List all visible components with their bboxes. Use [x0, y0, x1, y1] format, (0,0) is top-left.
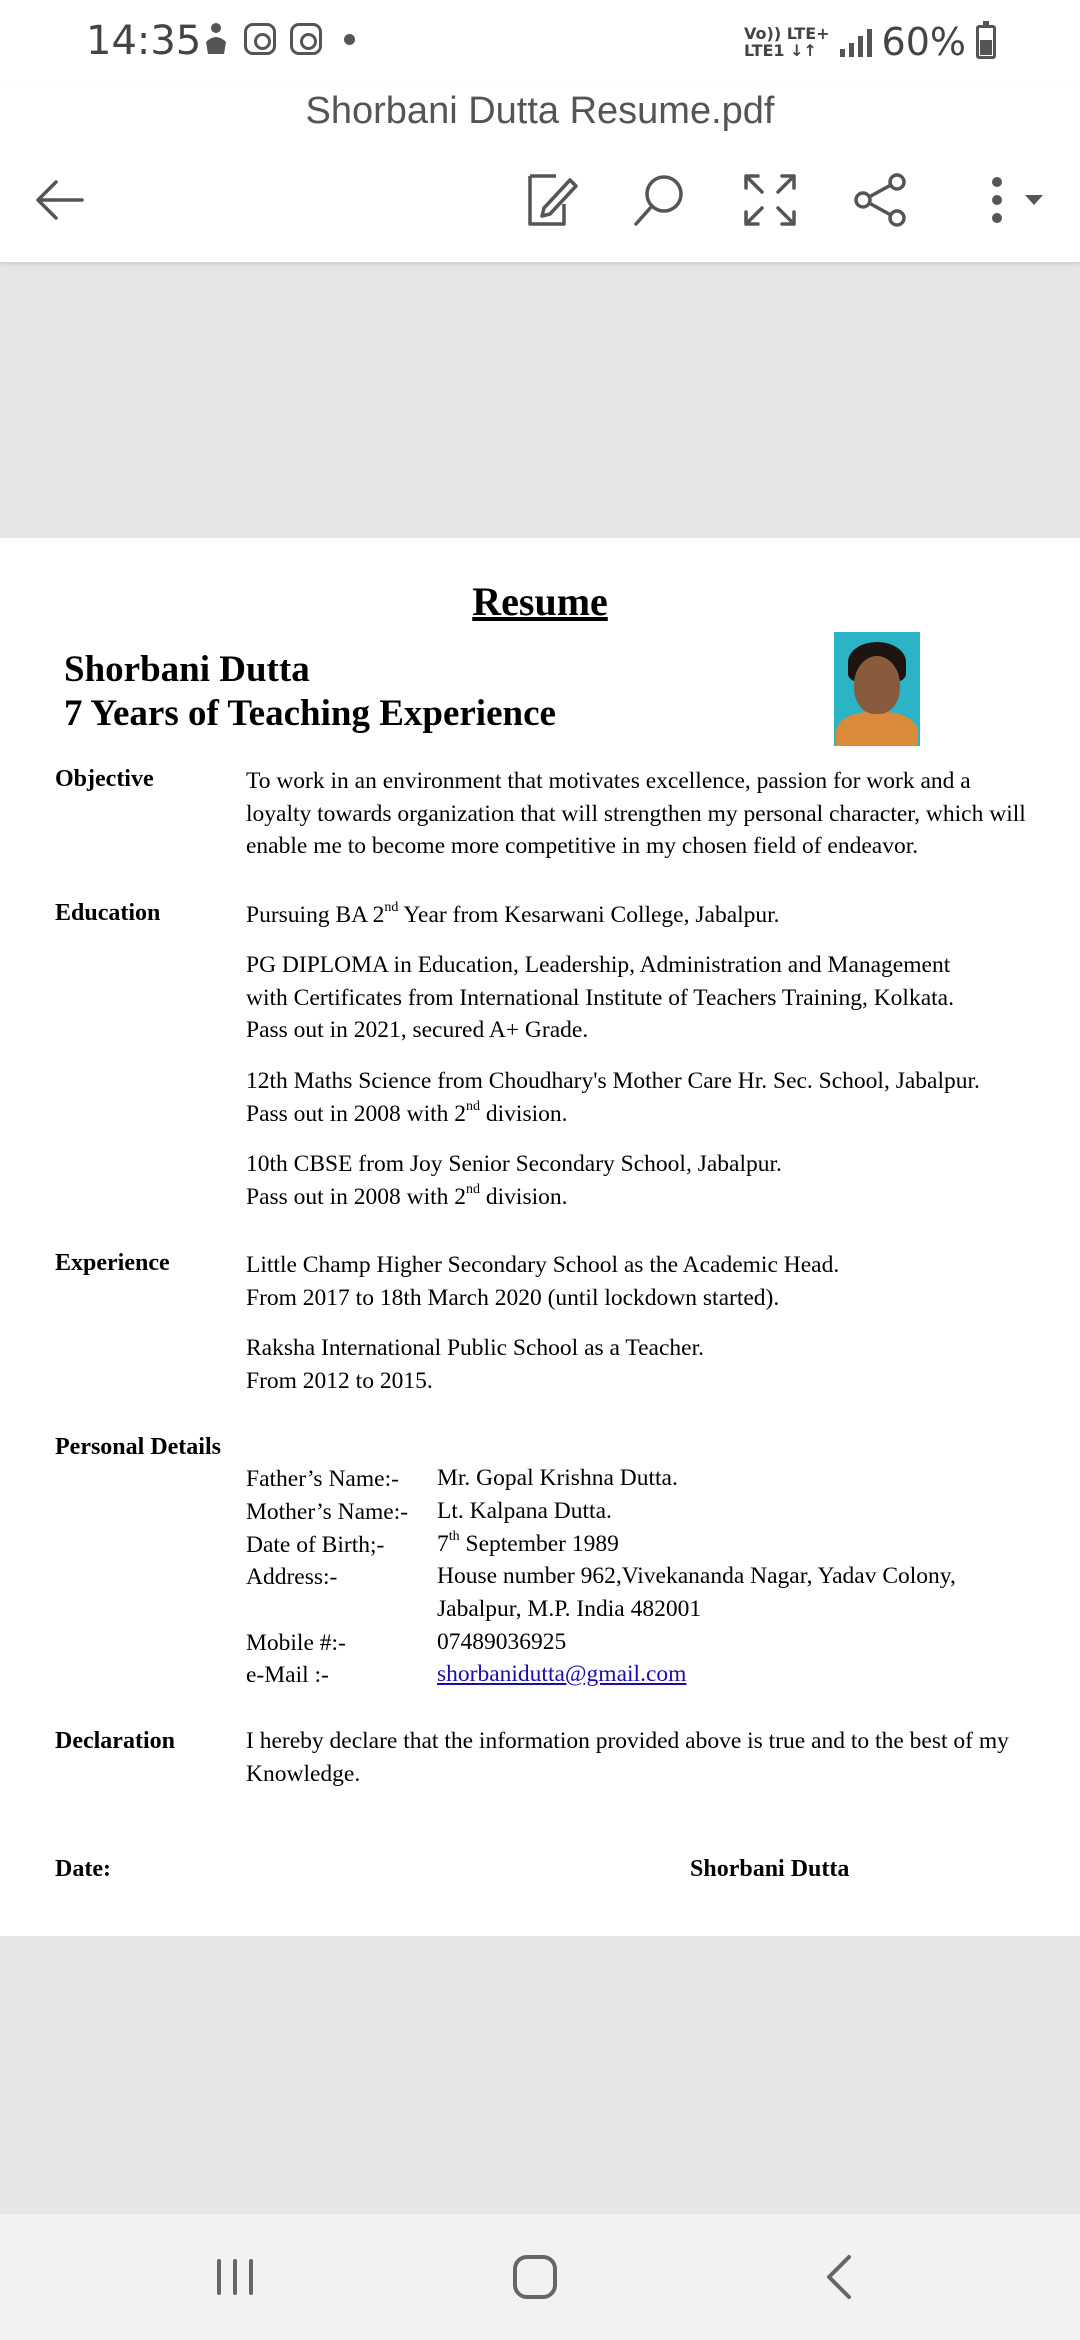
share-icon	[851, 170, 911, 230]
more-notifications-dot-icon	[344, 34, 355, 45]
edit-button[interactable]	[514, 164, 586, 236]
back-button[interactable]	[24, 164, 96, 236]
dob-key: Date of Birth;-	[246, 1532, 385, 1558]
declaration-label: Declaration	[55, 1728, 175, 1754]
notification-icons	[200, 22, 355, 56]
network-line-1: Vo)) LTE+	[744, 24, 830, 43]
email-row	[437, 1658, 1037, 1691]
mobile-value: 07489036925	[437, 1629, 567, 1655]
objective-text: To work in an environment that motivates excellence, passion for work and a loyalty towards organization that will strengthen my personal character, which will enable me to become more competitive in my chosen field of endeavor.	[246, 768, 1026, 859]
signal-icon	[840, 27, 872, 57]
instagram-icon-2	[290, 23, 322, 55]
email-link[interactable]: shorbanidutta@gmail.com	[437, 1661, 687, 1687]
objective-label: Objective	[55, 766, 154, 792]
network-line-2: LTE1 ↓↑	[744, 41, 817, 60]
search-icon	[630, 170, 690, 230]
pdf-page	[0, 538, 1080, 1936]
education-item-2: PG DIPLOMA in Education, Leadership, Administration and Management with Certificates from International Institute of Teachers Training, Kolkata. Pass out in 2021, secured A+ Grade.	[246, 952, 954, 1043]
document-title: Shorbani Dutta Resume.pdf	[305, 90, 775, 132]
recent-apps-button[interactable]	[200, 2242, 270, 2312]
candidate-name: Shorbani Dutta	[64, 649, 310, 690]
email-key: e-Mail :-	[246, 1662, 329, 1688]
candidate-subtitle: 7 Years of Teaching Experience	[64, 693, 556, 734]
experience-item-2: Raksha International Public School as a Teacher. From 2012 to 2015.	[246, 1335, 704, 1394]
battery-percent: 60%	[881, 20, 966, 64]
date-label: Date:	[55, 1856, 111, 1882]
person-notification-icon	[200, 22, 230, 56]
declaration-text: I hereby declare that the information provided above is true and to the best of my Knowledge.	[246, 1728, 1009, 1787]
experience-item-1: Little Champ Higher Secondary School as the Academic Head. From 2017 to 18th March 2020 (until lockdown started).	[246, 1252, 840, 1311]
dob-value: 7th September 1989	[437, 1529, 619, 1557]
status-right	[744, 20, 996, 64]
fullscreen-icon	[740, 170, 800, 230]
recent-apps-icon	[205, 2247, 265, 2307]
mother-name-key: Mother’s Name:-	[246, 1499, 409, 1525]
share-button[interactable]	[845, 164, 917, 236]
education-label: Education	[55, 900, 161, 926]
personal-details-label: Personal Details	[55, 1434, 221, 1460]
home-icon	[505, 2247, 565, 2307]
app-bar	[0, 84, 1080, 262]
back-arrow-icon	[30, 170, 90, 230]
education-item-4: 10th CBSE from Joy Senior Secondary School, Jabalpur. Pass out in 2008 with 2nd division.	[246, 1151, 782, 1210]
education-item-3: 12th Maths Science from Choudhary's Mother Care Hr. Sec. School, Jabalpur. Pass out in 2008 with 2nd division.	[246, 1068, 980, 1127]
home-button[interactable]	[500, 2242, 570, 2312]
fullscreen-button[interactable]	[734, 164, 806, 236]
network-indicator	[744, 25, 830, 59]
edit-icon	[520, 170, 580, 230]
mobile-key: Mobile #:-	[246, 1630, 346, 1656]
navigation-bar	[0, 2214, 1080, 2340]
search-button[interactable]	[624, 164, 696, 236]
mother-name-value: Lt. Kalpana Dutta.	[437, 1498, 612, 1524]
signature-name: Shorbani Dutta	[690, 1856, 850, 1882]
resume-heading: Resume	[472, 579, 608, 624]
status-time: 14:35	[86, 18, 202, 64]
father-name-key: Father’s Name:-	[246, 1466, 399, 1492]
address-key: Address:-	[246, 1564, 338, 1590]
experience-label: Experience	[55, 1250, 170, 1276]
back-icon	[809, 2247, 869, 2307]
father-name-value: Mr. Gopal Krishna Dutta.	[437, 1465, 678, 1491]
battery-icon	[976, 25, 996, 59]
back-nav-button[interactable]	[804, 2242, 874, 2312]
profile-photo	[834, 632, 920, 746]
instagram-icon	[244, 23, 276, 55]
education-item-1: Pursuing BA 2nd Year from Kesarwani College, Jabalpur.	[246, 900, 780, 928]
address-value: House number 962,Vivekananda Nagar, Yadav Colony, Jabalpur, M.P. India 482001	[437, 1563, 956, 1622]
more-icon	[967, 170, 1057, 230]
more-options-button[interactable]	[962, 164, 1062, 236]
status-bar	[0, 0, 1080, 84]
